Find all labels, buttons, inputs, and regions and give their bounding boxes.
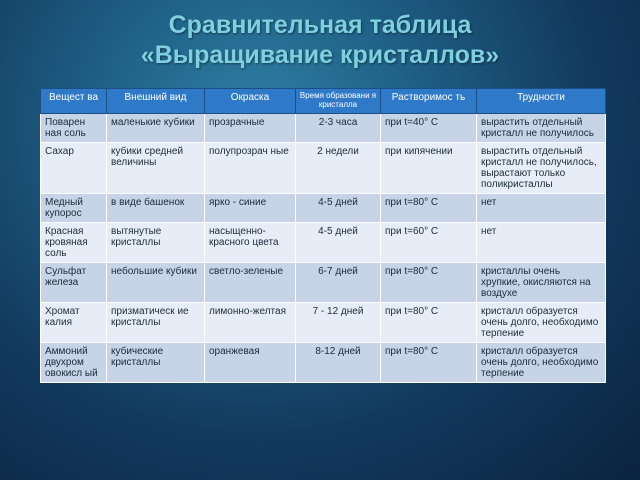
table-cell: ярко - синие [205, 194, 296, 223]
table-cell: кристалл образуется очень долго, необходимо терпение [477, 343, 606, 383]
table-row [41, 114, 606, 143]
table-row [41, 143, 606, 194]
comparison-table [40, 88, 606, 383]
table-cell: при t=40° C [381, 114, 477, 143]
table-cell: при кипячении [381, 143, 477, 194]
table-cell: Хромат калия [41, 303, 107, 343]
header-cell: Трудности [477, 89, 606, 114]
table-cell: нет [477, 223, 606, 263]
table-cell: 8-12 дней [296, 343, 381, 383]
table-cell: вытянутые кристаллы [107, 223, 205, 263]
header-cell: Внешний вид [107, 89, 205, 114]
title-line-2: «Выращивание кристаллов» [140, 41, 500, 69]
table-cell: Сахар [41, 143, 107, 194]
table-cell: полупрозрач ные [205, 143, 296, 194]
table-cell: при t=80° C [381, 343, 477, 383]
table-cell: вырастить отдельный кристалл не получилось, вырастают только поликристаллы [477, 143, 606, 194]
table-cell: при t=80° C [381, 303, 477, 343]
table-cell: призматическ ие кристаллы [107, 303, 205, 343]
table-cell: нет [477, 194, 606, 223]
table-cell: маленькие кубики [107, 114, 205, 143]
title-line-1: Сравнительная таблица [168, 11, 472, 39]
table-cell: 7 - 12 дней [296, 303, 381, 343]
table-cell: при t=80° C [381, 263, 477, 303]
table-cell: в виде башенок [107, 194, 205, 223]
table-cell: насыщенно-красного цвета [205, 223, 296, 263]
table-cell: Поварен ная соль [41, 114, 107, 143]
slide-title [0, 10, 640, 70]
table-cell: 6-7 дней [296, 263, 381, 303]
table-header-row [41, 89, 606, 114]
table-cell: Аммоний двухром овокисл ый [41, 343, 107, 383]
table-cell: 4-5 дней [296, 223, 381, 263]
table-cell: лимонно-желтая [205, 303, 296, 343]
table-cell: Медный купорос [41, 194, 107, 223]
table-row [41, 343, 606, 383]
table-cell: 2-3 часа [296, 114, 381, 143]
table-cell: оранжевая [205, 343, 296, 383]
table-row [41, 263, 606, 303]
table-cell: Сульфат железа [41, 263, 107, 303]
comparison-table-container [40, 88, 605, 383]
table-cell: кубические кристаллы [107, 343, 205, 383]
table-cell: вырастить отдельный кристалл не получилось [477, 114, 606, 143]
table-row [41, 303, 606, 343]
table-cell: 2 недели [296, 143, 381, 194]
table-cell: светло-зеленые [205, 263, 296, 303]
header-cell: Растворимос ть [381, 89, 477, 114]
table-cell: 4-5 дней [296, 194, 381, 223]
table-row [41, 223, 606, 263]
table-cell: кристалл образуется очень долго, необходимо терпение [477, 303, 606, 343]
table-cell: при t=80° C [381, 194, 477, 223]
table-cell: при t=60° C [381, 223, 477, 263]
header-cell: Вещест ва [41, 89, 107, 114]
table-cell: небольшие кубики [107, 263, 205, 303]
table-cell: Красная кровяная соль [41, 223, 107, 263]
header-cell: Время образовани я кристалла [296, 89, 381, 114]
table-cell: кристаллы очень хрупкие, окисляются на воздухе [477, 263, 606, 303]
table-cell: прозрачные [205, 114, 296, 143]
table-cell: кубики средней величины [107, 143, 205, 194]
table-row [41, 194, 606, 223]
header-cell: Окраска [205, 89, 296, 114]
